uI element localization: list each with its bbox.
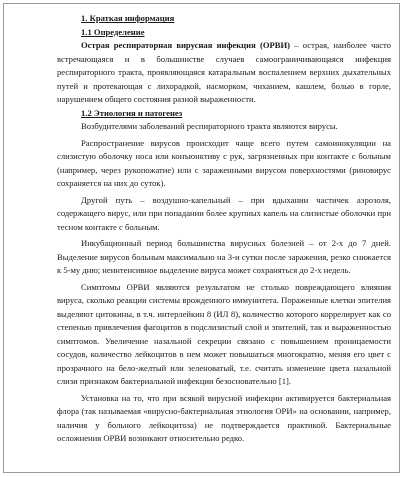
section-title: 1. Краткая информация: [81, 13, 175, 23]
definition-paragraph: [57, 39, 391, 107]
subsection-definition-title: 1.1 Определение: [81, 26, 145, 37]
definition-term: Острая респираторная вирусная инфекция (ОРВИ): [81, 40, 291, 50]
definition-text: – острая, наиболее часто встречающаяся и в большинстве случаев самоограничивающаяся инфекция респираторного тракта, проявляющаяся катаральным воспалением верхних дыхательных путей и протекающая с лихорадкой, насморком, чиханием, кашлем, болью в горле, нарушением общего состояния разной выраженности.: [57, 40, 391, 104]
paragraph: Симптомы ОРВИ являются результатом не столько повреждающего влияния вируса, сколько реакции системы врожденного иммунитета. Пораженные клетки эпителия выделяют цитокины, в т.ч. интерлейкин 8 (ИЛ 8), количество которого коррелирует как со степенью привлечения фагоцитов в подслизистый слой и эпителий, так и выраженностью симптомов. Увеличение назальной секреции связано с повышением проницаемости сосудов, количество лейкоцитов в нем может повышаться многократно, меняя его цвет с прозрачного на бело-желтый или зеленоватый, т.е. считать изменение цвета назальной слизи признаком бактериальной инфекции безосновательно [1].: [57, 281, 391, 386]
paragraph: Распространение вирусов происходит чаще всего путем самоинокуляции на слизистую оболочку носа или конъюнктиву с рук, загрязненных при контакте с больным (например, через рукопожатие) или с зараженными вирусом поверхностями (риновирус сохраняется на них до суток).: [57, 137, 391, 188]
paragraph: Другой путь – воздушно-капельный – при вдыхании частичек аэрозоля, содержащего вирус, или при попадании более крупных капель на слизистые оболочки при тесном контакте с больным.: [57, 194, 391, 232]
paragraph: Инкубационный период большинства вирусных болезней – от 2-х до 7 дней. Выделение вирусов больным максимально на 3-и сутки после заражения, резко снижается к 5-му дню; неинтенсивное выделение вируса может сохраняться до 2-х недель.: [57, 238, 391, 275]
document-page: [3, 3, 400, 473]
subsection-etiology-title: 1.2 Этиология и патогенез: [81, 107, 183, 118]
paragraph: Установка на то, что при всякой вирусной инфекции активируется бактериальная флора (так называемая «вирусно-бактериальная этиология ОРИ» на основании, например, наличия у больного лейкоцитоза) не подтверждается практикой. Бактериальные осложнения ОРВИ возникают относительно редко.: [57, 392, 391, 443]
document-content: [57, 12, 391, 446]
paragraph: Возбудителями заболеваний респираторного тракта являются вирусы.: [81, 121, 338, 131]
